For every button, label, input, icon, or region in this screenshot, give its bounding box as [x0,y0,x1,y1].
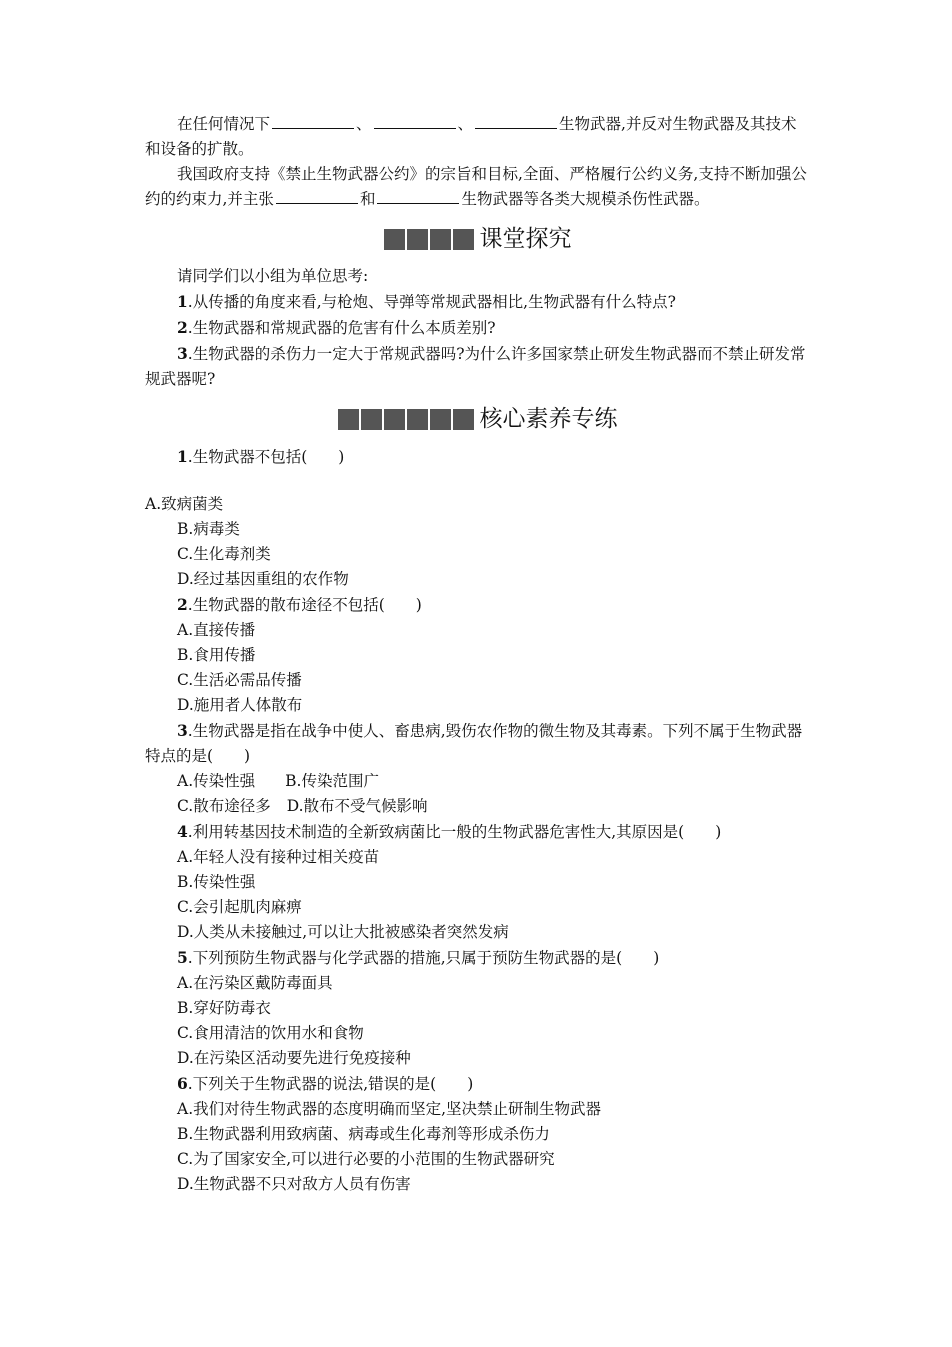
question-text: .下列预防生物武器与化学武器的措施,只属于预防生物武器的是( ) [187,949,660,967]
option: C.生活必需品传播 [177,671,302,689]
option: A.年轻人没有接种过相关疫苗 [177,848,380,866]
option: A.致病菌类 [145,495,224,513]
question [145,341,810,392]
text: 在任何情况下 [177,115,271,133]
heading-decoration [338,409,476,430]
section-title: 课堂探究 [479,226,572,252]
option: B.传染性强 [177,873,256,891]
question-text: .生物武器不包括( ) [187,448,345,466]
section-heading-practice [145,402,810,436]
question-text: .下列关于生物武器的说法,错误的是( ) [187,1075,474,1093]
option: B.病毒类 [177,520,240,538]
option: C.生化毒剂类 [177,545,271,563]
text: 、 [356,115,372,133]
option: A.在污染区戴防毒面具 [177,974,333,992]
option: C.食用清洁的饮用水和食物 [177,1024,364,1042]
option: C.散布途径多 [177,797,271,815]
question-text: .生物武器的杀伤力一定大于常规武器吗?为什么许多国家禁止研发生物武器而不禁止研发常规武器呢? [145,345,806,388]
question-number: 4 [177,822,188,841]
option: B.传染范围广 [285,772,379,790]
option: D.经过基因重组的农作物 [177,570,349,588]
question [145,444,810,470]
question-text: .从传播的角度来看,与枪炮、导弹等常规武器相比,生物武器有什么特点? [187,293,676,311]
section-heading-classroom [145,222,810,256]
question-number: 1 [177,447,188,466]
option: D.人类从未接触过,可以让大批被感染者突然发病 [177,923,509,941]
question-number: 2 [177,318,188,337]
fill-blank[interactable] [374,112,456,129]
option: D.散布不受气候影响 [286,797,428,815]
question-number: 5 [177,948,188,967]
question-text: .生物武器是指在战争中使人、畜患病,毁伤农作物的微生物及其毒素。下列不属于生物武器特点的是( ) [145,722,803,765]
option: D.生物武器不只对敌方人员有伤害 [177,1175,411,1193]
text: 和 [359,190,376,208]
question [145,1071,810,1097]
option: B.食用传播 [177,646,256,664]
option: B.穿好防毒衣 [177,999,271,1017]
question [145,289,810,315]
question-text: .利用转基因技术制造的全新致病菌比一般的生物武器危害性大,其原因是( ) [187,823,722,841]
document-page [145,112,810,1197]
fill-blank[interactable] [475,112,557,129]
option: C.会引起肌肉麻痹 [177,898,302,916]
intro-paragraph-2 [145,162,810,212]
intro-paragraph-1 [145,112,810,162]
question [145,945,810,971]
question-number: 1 [177,292,188,311]
question-text: .生物武器和常规武器的危害有什么本质差别? [187,319,496,337]
question-number: 3 [177,721,188,740]
question [145,592,810,618]
text: 生物武器,并反对生物武器及其技术和设备的扩散。 [145,115,797,158]
section-title: 核心素养专练 [479,406,618,432]
question-number: 6 [177,1074,188,1093]
heading-decoration [384,229,476,250]
option: C.为了国家安全,可以进行必要的小范围的生物武器研究 [177,1150,555,1168]
section-lead: 请同学们以小组为单位思考: [177,267,369,285]
option: D.在污染区活动要先进行免疫接种 [177,1049,411,1067]
question [145,819,810,845]
fill-blank[interactable] [377,187,459,204]
text: 生物武器等各类大规模杀伤性武器。 [461,190,710,208]
question-text: .生物武器的散布途径不包括( ) [187,596,422,614]
question [145,718,810,769]
option: B.生物武器利用致病菌、病毒或生化毒剂等形成杀伤力 [177,1125,550,1143]
option-row [145,794,810,819]
text: 、 [457,115,474,133]
option: A.传染性强 [177,772,256,790]
question-number: 3 [177,344,188,363]
option: D.施用者人体散布 [177,696,303,714]
option-row [145,769,810,794]
question-number: 2 [177,595,188,614]
fill-blank[interactable] [276,187,358,204]
text: 我国政府支持《禁止生物武器公约》的宗旨和目标,全面、严格履行公约义务,支持不断加强公约的约束力,并主张 [145,165,807,208]
fill-blank[interactable] [272,112,354,129]
option: A.直接传播 [177,621,256,639]
option: A.我们对待生物武器的态度明确而坚定,坚决禁止研制生物武器 [177,1100,602,1118]
question [145,315,810,341]
